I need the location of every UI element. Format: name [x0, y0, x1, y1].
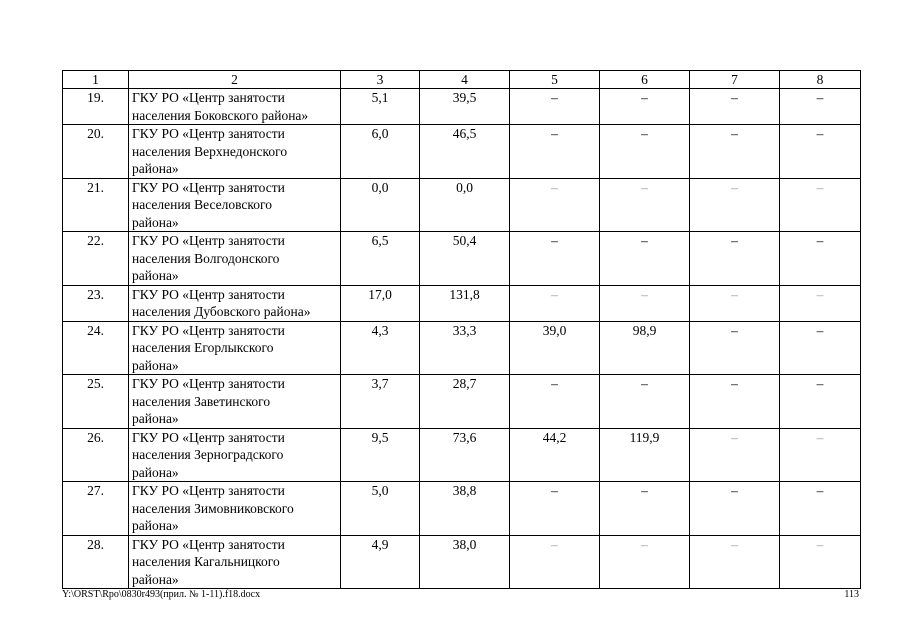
value-cell-3: 4,9: [341, 535, 420, 589]
organization-name-line: района»: [132, 268, 179, 283]
table-header-row: [63, 71, 861, 89]
table-row: [63, 232, 861, 286]
header-cell: 2: [129, 71, 341, 89]
empty-dash-cell: –: [600, 375, 690, 429]
empty-dash-cell: –: [600, 285, 690, 321]
table-row: [63, 482, 861, 536]
organization-name-line: ГКУ РО «Центр занятости: [132, 376, 285, 391]
row-number-cell: 20.: [63, 125, 129, 179]
value-cell-3: 4,3: [341, 321, 420, 375]
organization-name-line: населения Зимовниковского: [132, 500, 294, 516]
value-cell-4: 73,6: [420, 428, 510, 482]
empty-dash-cell: –: [780, 232, 861, 286]
empty-dash-cell: –: [510, 178, 600, 232]
value-cell-5: 39,0: [510, 321, 600, 375]
value-cell-6: 119,9: [600, 428, 690, 482]
value-cell-3: 17,0: [341, 285, 420, 321]
row-number-cell: 21.: [63, 178, 129, 232]
empty-dash-cell: –: [690, 321, 780, 375]
empty-dash-cell: –: [510, 232, 600, 286]
organization-name-line: населения Боковского района»: [132, 107, 309, 123]
page-number: 113: [844, 589, 859, 600]
table-row: [63, 285, 861, 321]
organization-name-cell: [129, 482, 341, 536]
row-number-cell: 24.: [63, 321, 129, 375]
empty-dash-cell: –: [780, 482, 861, 536]
organization-name-line: ГКУ РО «Центр занятости: [132, 536, 285, 552]
value-cell-4: 38,8: [420, 482, 510, 536]
row-number-cell: 26.: [63, 428, 129, 482]
organization-name-line: ГКУ РО «Центр занятости: [132, 179, 285, 195]
row-number-cell: 27.: [63, 482, 129, 536]
empty-dash-cell: –: [780, 125, 861, 179]
table-row: [63, 428, 861, 482]
empty-dash-cell: –: [510, 535, 600, 589]
value-cell-3: 6,0: [341, 125, 420, 179]
organization-name-cell: [129, 428, 341, 482]
header-cell: 8: [780, 71, 861, 89]
value-cell-3: 3,7: [341, 375, 420, 429]
empty-dash-cell: –: [690, 285, 780, 321]
empty-dash-cell: –: [690, 232, 780, 286]
organization-name-line: ГКУ РО «Центр занятости: [132, 483, 285, 498]
empty-dash-cell: –: [780, 285, 861, 321]
organization-name-line: населения Егорлыкского: [132, 340, 274, 355]
organization-name-line: населения Зерноградского: [132, 447, 284, 462]
table-row: [63, 125, 861, 179]
value-cell-3: 0,0: [341, 178, 420, 232]
empty-dash-cell: –: [600, 89, 690, 125]
organization-name-cell: [129, 89, 341, 125]
organization-name-line: ГКУ РО «Центр занятости: [132, 429, 285, 445]
value-cell-3: 5,1: [341, 89, 420, 125]
organization-name-line: населения Верхнедонского: [132, 143, 288, 159]
table-row: [63, 178, 861, 232]
data-table: [62, 70, 861, 589]
organization-name-line: ГКУ РО «Центр занятости: [132, 233, 285, 248]
value-cell-5: 44,2: [510, 428, 600, 482]
header-cell: 3: [341, 71, 420, 89]
organization-name-line: района»: [132, 464, 179, 480]
table-row: [63, 89, 861, 125]
row-number-cell: 25.: [63, 375, 129, 429]
empty-dash-cell: –: [780, 89, 861, 125]
value-cell-4: 50,4: [420, 232, 510, 286]
header-cell: 1: [63, 71, 129, 89]
empty-dash-cell: –: [600, 125, 690, 179]
row-number-cell: 28.: [63, 535, 129, 589]
empty-dash-cell: –: [780, 375, 861, 429]
empty-dash-cell: –: [690, 125, 780, 179]
organization-name-cell: [129, 285, 341, 321]
empty-dash-cell: –: [510, 89, 600, 125]
row-number-cell: 23.: [63, 285, 129, 321]
organization-name-line: населения Заветинского: [132, 393, 271, 409]
organization-name-line: населения Дубовского района»: [132, 304, 311, 319]
empty-dash-cell: –: [780, 178, 861, 232]
empty-dash-cell: –: [690, 428, 780, 482]
empty-dash-cell: –: [600, 232, 690, 286]
empty-dash-cell: –: [600, 535, 690, 589]
empty-dash-cell: –: [600, 178, 690, 232]
empty-dash-cell: –: [510, 285, 600, 321]
header-cell: 4: [420, 71, 510, 89]
empty-dash-cell: –: [780, 321, 861, 375]
header-cell: 5: [510, 71, 600, 89]
header-cell: 6: [600, 71, 690, 89]
organization-name-cell: [129, 535, 341, 589]
organization-name-cell: [129, 125, 341, 179]
value-cell-4: 38,0: [420, 535, 510, 589]
row-number-cell: 22.: [63, 232, 129, 286]
empty-dash-cell: –: [690, 178, 780, 232]
organization-name-line: района»: [132, 411, 179, 426]
value-cell-4: 28,7: [420, 375, 510, 429]
organization-name-cell: [129, 321, 341, 375]
empty-dash-cell: –: [690, 375, 780, 429]
table-row: [63, 375, 861, 429]
organization-name-line: ГКУ РО «Центр занятости: [132, 126, 285, 141]
value-cell-3: 5,0: [341, 482, 420, 536]
organization-name-cell: [129, 178, 341, 232]
organization-name-line: ГКУ РО «Центр занятости: [132, 90, 285, 105]
organization-name-line: района»: [132, 357, 179, 373]
organization-name-line: населения Волгодонского: [132, 250, 280, 266]
value-cell-4: 0,0: [420, 178, 510, 232]
row-number-cell: 19.: [63, 89, 129, 125]
empty-dash-cell: –: [690, 482, 780, 536]
organization-name-line: района»: [132, 161, 179, 176]
organization-name-line: ГКУ РО «Центр занятости: [132, 286, 285, 302]
value-cell-4: 131,8: [420, 285, 510, 321]
empty-dash-cell: –: [780, 428, 861, 482]
empty-dash-cell: –: [780, 535, 861, 589]
footer-file-path: Y:\ORST\Rpo\0830r493(прил. № 1-11).f18.docx: [62, 589, 261, 600]
value-cell-3: 9,5: [341, 428, 420, 482]
empty-dash-cell: –: [690, 89, 780, 125]
empty-dash-cell: –: [510, 375, 600, 429]
organization-name-line: ГКУ РО «Центр занятости: [132, 322, 285, 338]
header-cell: 7: [690, 71, 780, 89]
table-row: [63, 321, 861, 375]
value-cell-4: 33,3: [420, 321, 510, 375]
organization-name-cell: [129, 232, 341, 286]
organization-name-line: района»: [132, 571, 179, 587]
value-cell-3: 6,5: [341, 232, 420, 286]
value-cell-6: 98,9: [600, 321, 690, 375]
organization-name-line: района»: [132, 518, 179, 533]
empty-dash-cell: –: [600, 482, 690, 536]
organization-name-line: района»: [132, 214, 179, 230]
organization-name-line: населения Кагальницкого: [132, 554, 280, 569]
organization-name-cell: [129, 375, 341, 429]
value-cell-4: 39,5: [420, 89, 510, 125]
table-row: [63, 535, 861, 589]
value-cell-4: 46,5: [420, 125, 510, 179]
empty-dash-cell: –: [510, 482, 600, 536]
organization-name-line: населения Веселовского: [132, 197, 272, 212]
empty-dash-cell: –: [510, 125, 600, 179]
empty-dash-cell: –: [690, 535, 780, 589]
